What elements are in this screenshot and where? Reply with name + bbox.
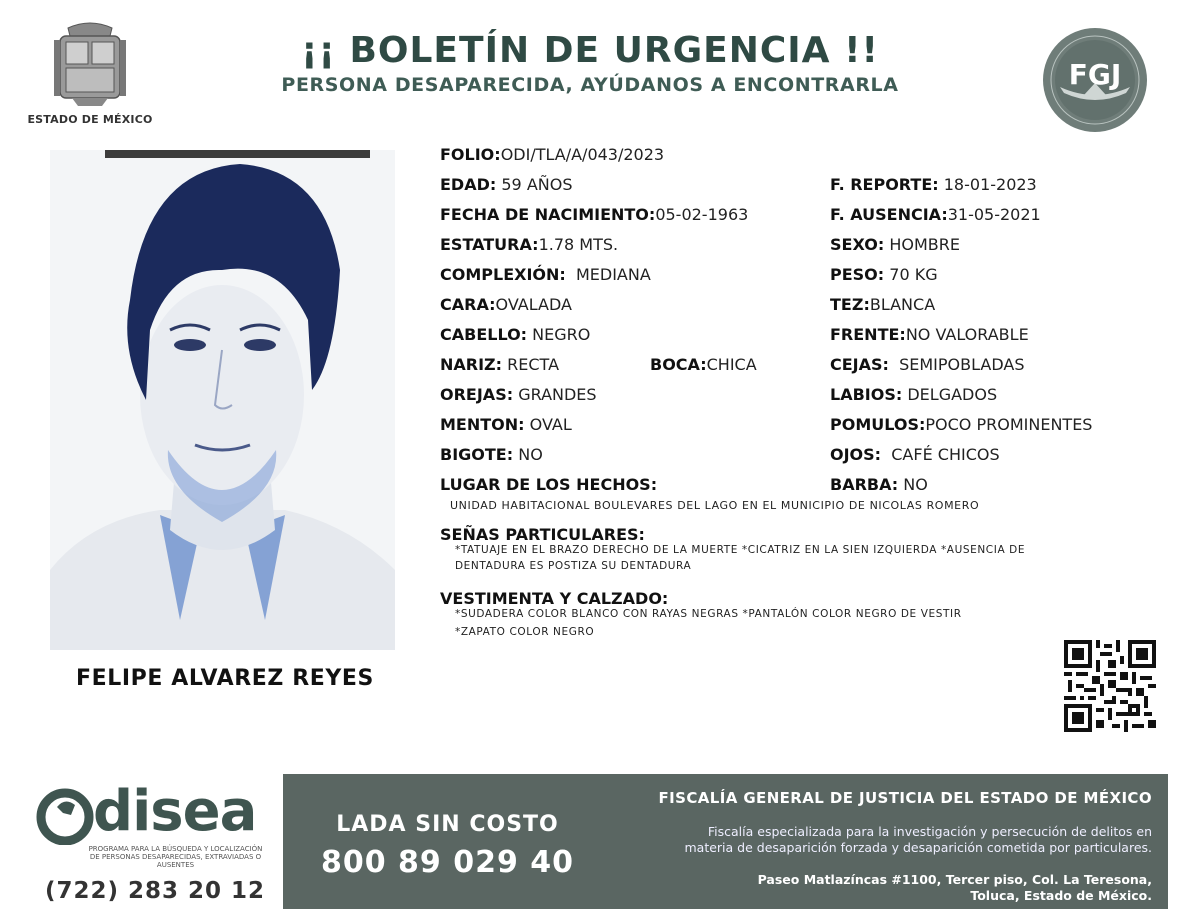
folio-value: ODI/TLA/A/043/2023 — [500, 145, 665, 164]
peso-value: 70 KG — [889, 265, 938, 284]
senas-label: SEÑAS PARTICULARES: — [440, 525, 645, 544]
f-reporte-label: F. REPORTE: — [830, 175, 939, 194]
cara-value: OVALADA — [495, 295, 572, 314]
lada-phone-number[interactable]: 800 89 029 40 — [320, 845, 575, 880]
frente-row — [830, 325, 1029, 345]
lugar-row — [440, 475, 657, 495]
f-reporte-row — [830, 175, 1037, 195]
nariz-label: NARIZ: — [440, 355, 503, 374]
bigote-value: NO — [518, 445, 543, 464]
folio-row — [440, 145, 664, 165]
edad-row — [440, 175, 572, 195]
nariz-row — [440, 355, 559, 375]
cejas-row — [830, 355, 1024, 375]
frente-value: NO VALORABLE — [905, 325, 1029, 344]
pomulos-label: POMULOS: — [830, 415, 926, 434]
bulletin-subtitle: PERSONA DESAPARECIDA, AYÚDANOS A ENCONTRARLA — [281, 74, 899, 96]
fgj-description — [600, 824, 1152, 856]
labios-row — [830, 385, 997, 405]
complexion-value: MEDIANA — [575, 265, 651, 284]
fgj-seal-logo — [1040, 25, 1150, 135]
fgj-desc-line-1: Fiscalía especializada para la investigación y persecución de delitos en — [707, 824, 1152, 839]
bigote-label: BIGOTE: — [440, 445, 514, 464]
ojos-value: CAFÉ CHICOS — [891, 445, 1000, 464]
menton-row — [440, 415, 572, 435]
estado-de-mexico-logo — [50, 20, 130, 110]
cara-row — [440, 295, 572, 315]
person-name: FELIPE ALVAREZ REYES — [76, 666, 374, 691]
nariz-value: RECTA — [507, 355, 560, 374]
bulletin-title: ¡¡ BOLETÍN DE URGENCIA !! — [301, 30, 879, 71]
cejas-label: CEJAS: — [830, 355, 889, 374]
odisea-description — [83, 845, 268, 869]
f-reporte-value: 18-01-2023 — [943, 175, 1037, 194]
ojos-label: OJOS: — [830, 445, 882, 464]
labios-value: DELGADOS — [907, 385, 998, 404]
peso-row — [830, 265, 938, 285]
boca-row — [650, 355, 757, 375]
vestimenta-label: VESTIMENTA Y CALZADO: — [440, 589, 669, 608]
nacimiento-label: FECHA DE NACIMIENTO: — [440, 205, 656, 224]
orejas-value: GRANDES — [518, 385, 597, 404]
folio-label: FOLIO: — [440, 145, 501, 164]
lugar-value: UNIDAD HABITACIONAL BOULEVARES DEL LAGO EN EL MUNICIPIO DE NICOLAS ROMERO — [450, 499, 980, 512]
tez-row — [830, 295, 935, 315]
person-photo — [50, 150, 395, 650]
senas-line-2: DENTADURA ES POSTIZA SU DENTADURA — [455, 560, 692, 572]
sexo-row — [830, 235, 960, 255]
f-ausencia-label: F. AUSENCIA: — [830, 205, 948, 224]
qr-code[interactable] — [1064, 640, 1156, 732]
boca-value: CHICA — [706, 355, 757, 374]
edad-label: EDAD: — [440, 175, 497, 194]
nacimiento-value: 05-02-1963 — [655, 205, 749, 224]
tez-value: BLANCA — [869, 295, 936, 314]
edad-value: 59 AÑOS — [501, 175, 573, 194]
nacimiento-row — [440, 205, 748, 225]
orejas-row — [440, 385, 597, 405]
cabello-label: CABELLO: — [440, 325, 528, 344]
odisea-desc-line-2: DE PERSONAS DESAPARECIDAS, EXTRAVIADAS O — [89, 853, 262, 861]
tez-label: TEZ: — [830, 295, 870, 314]
barba-value: NO — [903, 475, 928, 494]
estatura-label: ESTATURA: — [440, 235, 539, 254]
fgj-address-line-1: Paseo Matlazíncas #1100, Tercer piso, Col. La Teresona, — [757, 872, 1152, 887]
cabello-row — [440, 325, 590, 345]
estado-de-mexico-label: ESTADO DE MÉXICO — [27, 113, 153, 126]
fgj-address-line-2: Toluca, Estado de México. — [970, 888, 1152, 903]
f-ausencia-row — [830, 205, 1041, 225]
sexo-value: HOMBRE — [889, 235, 960, 254]
senas-line-1: *TATUAJE EN EL BRAZO DERECHO DE LA MUERTE *CICATRIZ EN LA SIEN IZQUIERDA *AUSENCIA DE — [455, 544, 1026, 556]
bigote-row — [440, 445, 543, 465]
fgj-desc-line-2: materia de desaparición forzada y desaparición cometida por particulares. — [684, 840, 1152, 855]
lada-sin-costo-title: LADA SIN COSTO — [336, 812, 559, 837]
complexion-row — [440, 265, 651, 285]
pomulos-row — [830, 415, 1092, 435]
estatura-row — [440, 235, 618, 255]
pomulos-value: POCO PROMINENTES — [925, 415, 1093, 434]
fgj-logo-text: FGJ — [1068, 58, 1122, 91]
boca-label: BOCA: — [650, 355, 707, 374]
orejas-label: OREJAS: — [440, 385, 514, 404]
estatura-value: 1.78 MTS. — [538, 235, 619, 254]
peso-label: PESO: — [830, 265, 885, 284]
cejas-value: SEMIPOBLADAS — [899, 355, 1025, 374]
menton-label: MENTON: — [440, 415, 525, 434]
cabello-value: NEGRO — [532, 325, 591, 344]
fgj-footer-title: FISCALÍA GENERAL DE JUSTICIA DEL ESTADO DE MÉXICO — [658, 789, 1152, 807]
frente-label: FRENTE: — [830, 325, 906, 344]
lugar-label: LUGAR DE LOS HECHOS: — [440, 475, 658, 494]
vestimenta-line-2: *ZAPATO COLOR NEGRO — [455, 626, 595, 638]
f-ausencia-value: 31-05-2021 — [947, 205, 1041, 224]
odisea-brand: disea — [93, 779, 257, 844]
barba-label: BARBA: — [830, 475, 899, 494]
vestimenta-line-1: *SUDADERA COLOR BLANCO CON RAYAS NEGRAS *PANTALÓN COLOR NEGRO DE VESTIR — [455, 608, 962, 620]
ojos-row — [830, 445, 1000, 465]
odisea-desc-line-3: AUSENTES — [156, 861, 195, 869]
labios-label: LABIOS: — [830, 385, 903, 404]
complexion-label: COMPLEXIÓN: — [440, 265, 566, 284]
odisea-phone[interactable]: (722) 283 20 12 — [44, 878, 266, 904]
barba-row — [830, 475, 928, 495]
sexo-label: SEXO: — [830, 235, 885, 254]
cara-label: CARA: — [440, 295, 496, 314]
fgj-address — [600, 872, 1152, 904]
menton-value: OVAL — [529, 415, 572, 434]
odisea-desc-line-1: PROGRAMA PARA LA BÚSQUEDA Y LOCALIZACIÓN — [88, 845, 263, 853]
